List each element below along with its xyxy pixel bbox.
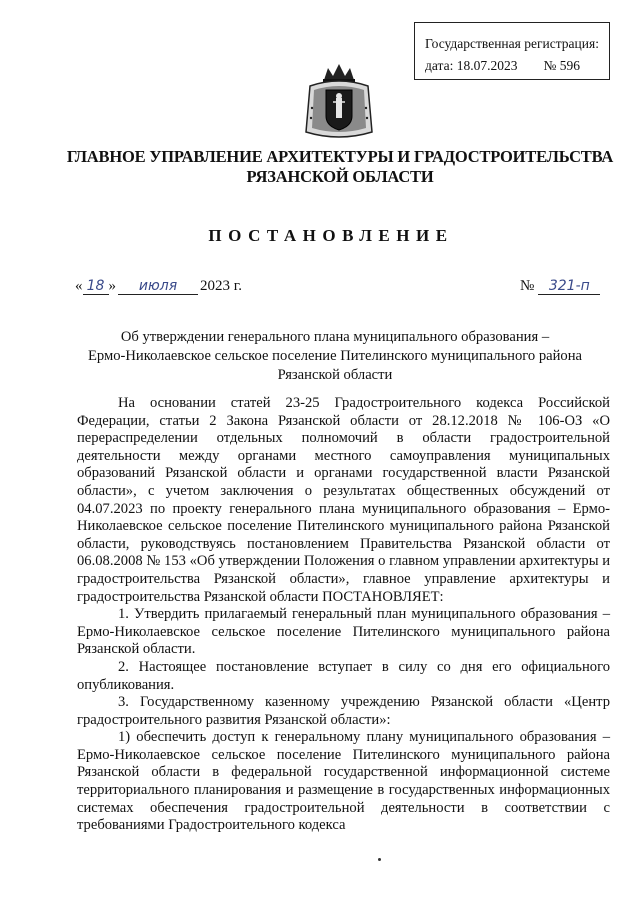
date-open-quote: « bbox=[75, 278, 83, 294]
date-day-handwritten: 18 bbox=[83, 278, 109, 295]
date-month-handwritten: июля bbox=[118, 278, 198, 295]
registration-stamp bbox=[414, 22, 610, 80]
document-date bbox=[75, 278, 242, 295]
number-value-handwritten: 321-п bbox=[538, 278, 600, 295]
subject-line-1: Об утверждении генерального плана муниципального образования – bbox=[120, 329, 550, 345]
subject-line-3: Рязанской области bbox=[277, 367, 393, 383]
document-number bbox=[520, 278, 600, 295]
scan-speck bbox=[378, 858, 381, 861]
body-paragraph-subitem-1: 1) обеспечить доступ к генеральному плану муниципального образования – Ермо-Николаевское сельское поселение Пителинского муниципального района Рязанской области в федеральной государственной информационной системе территориального планирования и размещение в государственных информационных системах обеспечения градостроительной деятельности в соответствии с требованиями Градостроительного кодекса bbox=[77, 729, 610, 834]
body-paragraph-item-1: 1. Утвердить прилагаемый генеральный план муниципального образования – Ермо-Николаевское сельское поселение Пителинского муниципального района Рязанской области. bbox=[77, 606, 610, 658]
number-prefix: № bbox=[520, 278, 535, 294]
organization-line-2: РЯЗАНСКОЙ ОБЛАСТИ bbox=[246, 167, 434, 186]
organization-line-1: ГЛАВНОЕ УПРАВЛЕНИЕ АРХИТЕКТУРЫ И ГРАДОСТРОИТЕЛЬСТВА bbox=[66, 147, 614, 166]
registration-date: дата: 18.07.2023 bbox=[425, 58, 518, 73]
date-year: 2023 г. bbox=[200, 278, 242, 294]
registration-label: Государственная регистрация: bbox=[425, 36, 599, 51]
registration-details bbox=[425, 55, 609, 77]
document-body bbox=[77, 395, 610, 835]
document-type-title: ПОСТАНОВЛЕНИЕ bbox=[208, 226, 454, 245]
document-subject bbox=[60, 328, 610, 385]
body-paragraph-item-3: 3. Государственному казенному учреждению Рязанской области «Центр градостроительного развития Рязанской области»: bbox=[77, 694, 610, 728]
date-close-quote: » bbox=[108, 278, 116, 294]
ryazan-coat-of-arms-icon bbox=[300, 58, 378, 142]
registration-number: № 596 bbox=[543, 58, 580, 73]
body-paragraph-item-2: 2. Настоящее постановление вступает в силу со дня его официального опубликования. bbox=[77, 658, 610, 693]
organization-name bbox=[40, 147, 640, 187]
subject-line-2: Ермо-Николаевское сельское поселение Пителинского муниципального района bbox=[87, 348, 583, 364]
body-paragraph-preamble: На основании статей 23-25 Градостроительного кодекса Российской Федерации, статьи 2 Закона Рязанской области от 28.12.2018 № 106-ОЗ «О перераспределении отдельных полномочий в области градостроительной деятельности между органами местного самоуправления муниципальных образований Рязанской области и органами государственной власти Рязанской области», с учетом заключения о результатах общественных обсуждений от 04.07.2023 по проекту генерального плана муниципального образования – Ермо-Николаевское сельское поселение Пителинского муниципального района Рязанской области, руководствуясь постановлением Правительства Рязанской области от 06.08.2008 № 153 «Об утверждении Положения о главном управлении архитектуры и градостроительства Рязанской области», главное управление архитектуры и градостроительства Рязанской области ПОСТАНОВЛЯЕТ: bbox=[77, 395, 610, 605]
